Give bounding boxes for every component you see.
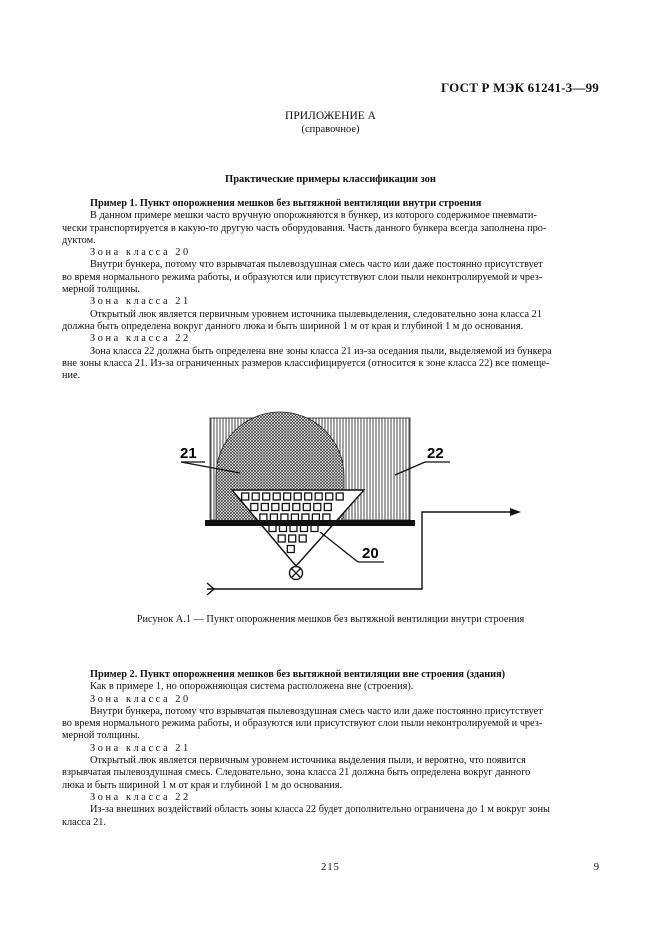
- example-1-zone22-line: вне зоны класса 21. Из-за ограниченных размеров классифицируется (относится к зоне класса 22) все помеще-: [62, 357, 550, 369]
- example-1-zone22-line: ние.: [62, 370, 81, 382]
- example-1-zone21-line: должна быть определена вокруг данного люка и быть шириной 1 м от края и глубиной 1 м до основания.: [62, 320, 524, 332]
- example-1-intro-line: дуктом.: [62, 234, 96, 246]
- example-2-heading: Пример 2. Пункт опорожнения мешков без вытяжной вентиляции вне строения (здания): [90, 669, 506, 680]
- example-1-zone21-line: Открытый люк является первичным уровнем источника пылевыделения, следовательно зона класса 21: [90, 308, 542, 320]
- example-2-zone22-line: класса 21.: [62, 816, 106, 828]
- zone-22-label: 22: [427, 445, 444, 462]
- example-2-zone21-line: Открытый люк является первичным уровнем источника выделения пыли, и вероятно, что появится: [90, 755, 526, 767]
- floor: [205, 520, 415, 526]
- section-title: Практические примеры классификации зон: [225, 174, 436, 185]
- example-2-zone20-line: Внутри бункера, потому что взрывчатая пылевоздушная смесь часто или даже постоянно присутствует: [90, 705, 543, 717]
- example-2-zone20-label: Зона класса 20: [90, 693, 191, 705]
- example-2-zone21-line: взрывчатая пылевоздушная смесь. Следовательно, зона класса 21 должна быть определена вокруг данного: [62, 767, 531, 779]
- appendix-title: ПРИЛОЖЕНИЕ А: [285, 110, 376, 122]
- bag-emptying-diagram: [0, 405, 661, 605]
- example-1-block: [62, 198, 597, 382]
- example-2-zone22-line: Из-за внешних воздействий область зоны класса 22 будет дополнительно ограничена до 1 м вокруг зоны: [90, 804, 550, 816]
- example-1-intro-line: чески транспортируется в какую-то другую часть оборудования. Часть данного бункера всегда заполнена про-: [62, 222, 547, 234]
- example-2-zone21-label: Зона класса 21: [90, 742, 191, 754]
- zone-21-label: 21: [180, 445, 197, 462]
- figure-caption: Рисунок А.1 — Пункт опорожнения мешков без вытяжной вентиляции внутри строения: [136, 614, 525, 625]
- example-1-heading: Пример 1. Пункт опорожнения мешков без вытяжной вентиляции внутри строения: [90, 198, 482, 209]
- example-2-zone22-label: Зона класса 22: [90, 791, 191, 803]
- pipe-outlet-arrow: [510, 508, 521, 516]
- example-1-zone20-label: Зона класса 20: [90, 247, 191, 259]
- example-1-zone22-line: Зона класса 22 должна быть определена вне зоны класса 21 из-за оседания пыли, выделяемой из бункера: [90, 345, 552, 357]
- hopper: [232, 490, 364, 566]
- example-2-intro: Как в примере 1, но опорожняющая система расположена вне (строения).: [90, 681, 414, 693]
- example-2-zone21-line: люка и быть шириной 1 м от края и глубиной 1 м до основания.: [62, 779, 343, 791]
- example-2-zone20-line: во время нормального режима работы, и образуются или присутствуют слои пыли неконтролируемой и чрез-: [62, 718, 543, 730]
- example-1-zone20-line: Внутри бункера, потому что взрывчатая пылевоздушная смесь часто или даже постоянно присутствует: [90, 259, 543, 271]
- appendix-subtitle: (справочное): [301, 124, 360, 135]
- example-1-zone21-label: Зона класса 21: [90, 296, 191, 308]
- zone-20-label: 20: [362, 545, 379, 562]
- example-1-zone20-line: во время нормального режима работы, и образуются или присутствуют слои пыли неконтролируемой и чрез-: [62, 271, 543, 283]
- page-number: 215: [321, 862, 340, 873]
- sheet-number: 9: [593, 862, 599, 873]
- example-1-zone20-line: мерной толщины.: [62, 284, 140, 296]
- standard-number: ГОСТ Р МЭК 61241-3—99: [440, 80, 599, 95]
- example-2-block: [62, 669, 597, 829]
- example-1-zone22-label: Зона класса 22: [90, 333, 191, 345]
- example-1-intro: В данном примере мешки часто вручную опорожняются в бункер, из которого содержимое пневмати-: [90, 210, 537, 222]
- example-2-zone20-line: мерной толщины.: [62, 730, 140, 742]
